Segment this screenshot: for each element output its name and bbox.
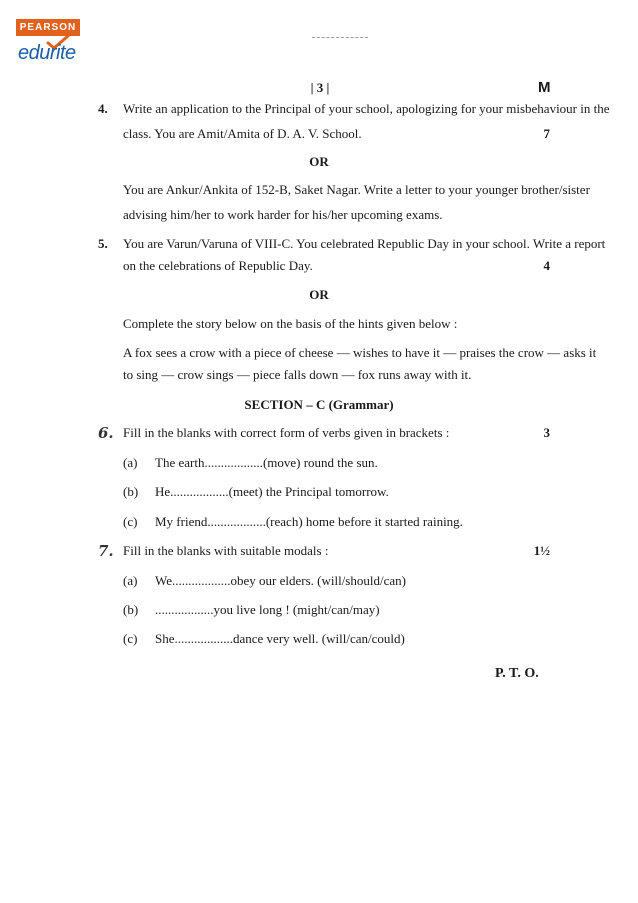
question-5-line-2: on the celebrations of Republic Day. (123, 258, 313, 273)
q6-item-b-label: (b) (123, 484, 139, 499)
question-7-number: 7. (98, 542, 114, 560)
question-6-marks: 3 (543, 425, 550, 440)
question-5-or: OR (309, 287, 329, 302)
question-5-number: 5. (98, 236, 108, 251)
question-4-number: 4. (98, 101, 108, 116)
q6-item-b-text: He..................(meet) the Principal tomorrow. (155, 484, 389, 499)
question-4-alt-line-2: advising him/her to work harder for his/her upcoming exams. (123, 207, 443, 222)
question-4-marks: 7 (543, 126, 550, 141)
question-6-number: 6. (98, 424, 114, 442)
q7-item-c-label: (c) (123, 631, 138, 646)
page-number: | 3 | (310, 80, 330, 95)
question-4-line-1: Write an application to the Principal of your school, apologizing for your misbehaviour in the (123, 101, 610, 116)
question-5-alt-line-1: Complete the story below on the basis of the hints given below : (123, 316, 458, 331)
question-4-alt-line-1: You are Ankur/Ankita of 152-B, Saket Nagar. Write a letter to your younger brother/sister (123, 182, 590, 197)
question-5-marks: 4 (543, 258, 550, 273)
question-7-marks: 1½ (533, 543, 550, 558)
question-5-alt-line-2: A fox sees a crow with a piece of cheese — wishes to have it — praises the crow — asks it (123, 345, 597, 360)
q6-item-c-text: My friend..................(reach) home before it started raining. (155, 514, 463, 529)
pto-label: P. T. O. (495, 666, 539, 681)
q7-item-b-text: ..................you live long ! (might/can/may) (155, 602, 380, 617)
edurite-logo: edurite (18, 42, 76, 64)
question-6-instruction: Fill in the blanks with correct form of verbs given in brackets : (123, 425, 450, 440)
q7-item-c-text: She..................dance very well. (will/can/could) (155, 631, 405, 646)
question-5-line-1: You are Varun/Varuna of VIII-C. You celebrated Republic Day in your school. Write a report (123, 236, 606, 251)
question-7-instruction: Fill in the blanks with suitable modals : (123, 543, 329, 558)
q6-item-c-label: (c) (123, 514, 138, 529)
q7-item-b-label: (b) (123, 602, 139, 617)
question-5-alt-line-3: to sing — crow sings — piece falls down — fox runs away with it. (123, 367, 472, 382)
section-c-title: SECTION – C (Grammar) (244, 397, 394, 412)
pearson-logo: PEARSON (16, 19, 80, 36)
q6-item-a-label: (a) (123, 455, 138, 470)
paper-code: M (538, 79, 551, 96)
question-4-line-2: class. You are Amit/Amita of D. A. V. School. (123, 126, 362, 141)
q7-item-a-label: (a) (123, 573, 138, 588)
q7-item-a-text: We..................obey our elders. (will/should/can) (155, 573, 406, 588)
header-rule (312, 37, 368, 38)
question-4-or: OR (309, 154, 329, 169)
q6-item-a-text: The earth..................(move) round the sun. (155, 455, 378, 470)
